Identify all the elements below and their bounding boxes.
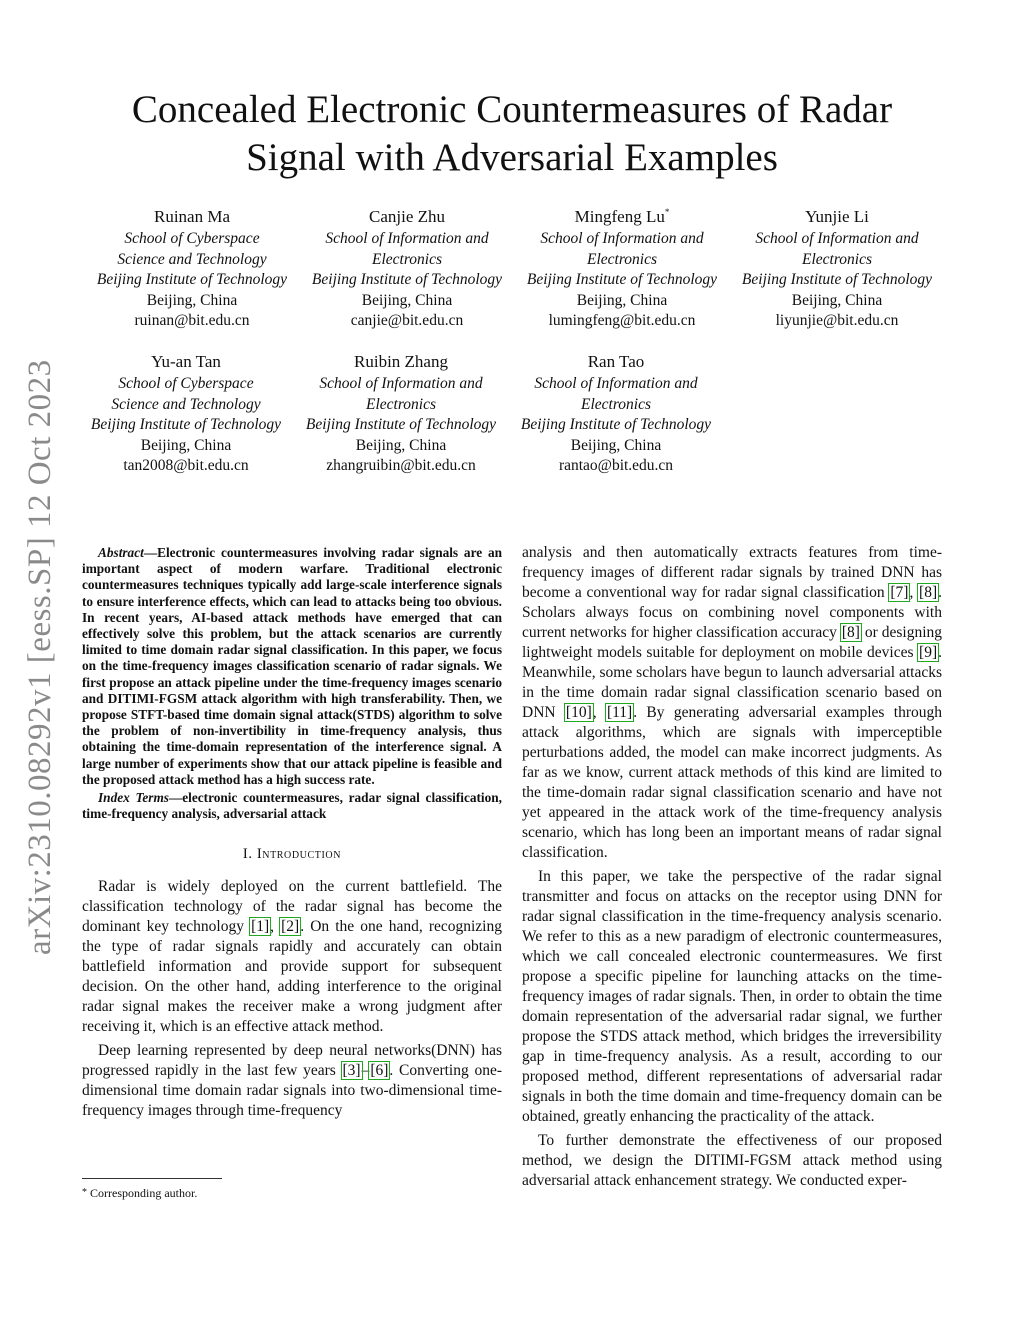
author-institution: Beijing Institute of Technology [311,271,503,288]
abstract [82,545,502,788]
abstract-text: —Electronic countermeasures involving radar signals are an important aspect of modern warfare. Traditional electronic countermeasures techniques typically add large-scale interference signals to ensure interference effects, which can lead to attacks being too obvious. In recent years, AI-based attack methods have emerged that can effectively solve this problem, but the attack scenarios are currently limited to time domain radar signal classification. In this paper, we focus on the time-frequency images classification scenario of radar signals. We first propose an attack pipeline under the time-frequency images scenario and DITIMI-FGSM attack algorithm with high transferability. Then, we propose STFT-based time domain signal attack(STDS) algorithm to solve the problem of non-invertibility in time-frequency analysis, thus obtaining the time-domain representation of the interference signal. A large number of experiments show that our attack pipeline is feasible and the proposed attack method has a high success rate. [82,545,502,787]
author-name: Mingfeng Lu* [574,207,670,226]
author-location: Beijing, China [355,436,447,454]
author-block [514,200,730,332]
citation-link[interactable]: [8] [919,584,938,601]
right-column [522,543,942,1191]
author-block [729,200,945,332]
author-email: lumingfeng@bit.edu.cn [548,312,696,329]
citation-link[interactable]: [2] [281,918,300,936]
footnote-mark: * [82,1187,87,1198]
author-email: ruinan@bit.edu.cn [134,312,250,329]
intro-paragraph-1: Radar is widely deployed on the current battlefield. The classification technology of the radar signal has become the dominant key technology [1], [2]. On the one hand, recognizing the type of radar signals rapidly and accurately can obtain battlefield information and provide support for subsequent decision. On the other hand, adding interference to the original radar signal makes the receiver make a wrong judgment after receiving it, which is an effective attack method. [82,878,502,1036]
author-department-cont: Electronics [365,395,436,413]
paper-title: Concealed Electronic Countermeasures of Radar Signal with Adversarial Examples [131,88,893,179]
author-name: Ruibin Zhang [354,352,448,371]
author-block [84,200,300,332]
footnote-rule [82,1178,222,1179]
left-column [82,545,502,1121]
author-location: Beijing, China [570,436,662,454]
author-department: School of Cyberspace [118,375,254,392]
author-department: School of Information and [319,375,483,392]
author-location: Beijing, China [791,291,883,309]
author-institution: Beijing Institute of Technology [96,271,288,288]
index-terms-label: Index Terms [98,790,169,806]
author-department-cont: Electronics [371,250,442,268]
author-institution: Beijing Institute of Technology [90,416,282,433]
author-email: rantao@bit.edu.cn [558,457,674,474]
intro-paragraph-5: To further demonstrate the effectiveness of our proposed method, we design the DITIMI-FGSM attack method using adversarial attack enhancement strategy. We conducted exper- [522,1132,942,1189]
footnote [82,1186,197,1201]
author-name: Yunjie Li [805,207,869,226]
author-department: School of Information and [325,230,489,247]
author-block [78,345,294,477]
citation-link[interactable]: [7] [890,584,909,601]
citation-link[interactable]: [8] [841,624,860,641]
author-location: Beijing, China [146,291,238,309]
author-location: Beijing, China [361,291,453,309]
author-department: School of Information and [534,375,698,392]
author-department-cont: Electronics [801,250,872,268]
citation-link[interactable]: [6] [370,1062,389,1080]
author-location: Beijing, China [576,291,668,309]
author-institution: Beijing Institute of Technology [305,416,497,433]
author-name: Ran Tao [587,352,645,371]
intro-paragraph-3: analysis and then automatically extracts features from time-frequency images of different radar signals by trained DNN has become a conventional way for radar signal classification [7], [8]. Scholars always focus on combining novel components with current networks for higher classification accuracy [8] or designing lightweight models suitable for deployment on mobile devices [9]. Meanwhile, some scholars have begun to launch adversarial attacks in the time domain radar signal classification scenario based on DNN [10], [11]. By generating adversarial examples through attack algorithms, which are signals with imperceptible perturbations added, the model can make incorrect judgments. As far as we know, current attack methods of this kind are limited to the time-domain radar signal classification scenario and have not yet appeared in the attack work of the time-frequency analysis scenario, which has long been an important means of radar signal classification. [522,544,942,861]
citation-link[interactable]: [1] [251,918,270,936]
author-name: Yu-an Tan [151,352,221,371]
arxiv-identifier-stamp: arXiv:2310.08292v1 [eess.SP] 12 Oct 2023 [22,359,58,955]
author-department-cont: Science and Technology [111,395,261,413]
author-institution: Beijing Institute of Technology [526,271,718,288]
index-terms [82,790,502,822]
author-name: Ruinan Ma [153,207,231,226]
author-location: Beijing, China [140,436,232,454]
author-department-cont: Electronics [580,395,651,413]
abstract-label: Abstract [98,545,144,560]
index-terms-text: —electronic countermeasures, radar signal classification, time-frequency analysis, adversarial attack [82,790,502,822]
intro-paragraph-4: In this paper, we take the perspective of the radar signal transmitter and focus on attacks on the receptor using DNN for radar signal classification in the time-frequency analysis scenario. We refer to this as a new paradigm of electronic countermeasures, which we call concealed electronic countermeasures. We first propose a specific pipeline for launching attacks on the time-frequency images of radar signals. Then, in order to obtain the time domain representation of the adversarial radar signal, we further propose the STDS attack method, which bridges the irreversibility gap in time-frequency analysis. As a result, according to our proposed method, different representations of adversarial radar signals in both the time domain and time-frequency domain can be obtained, greatly enhancing the practicality of the attack. [522,868,942,1125]
author-institution: Beijing Institute of Technology [520,416,712,433]
author-block [508,345,724,477]
author-email: tan2008@bit.edu.cn [123,457,249,474]
author-email: zhangruibin@bit.edu.cn [326,457,476,474]
author-email: canjie@bit.edu.cn [350,312,464,329]
citation-link[interactable]: [3] [342,1062,361,1080]
intro-paragraph-2: Deep learning represented by deep neural networks(DNN) has progressed rapidly in the last few years [3]–[6]. Converting one-dimensional time domain radar signals into two-dimensional time-frequency images through time-frequency [82,1042,502,1120]
author-name: Canjie Zhu [368,207,445,226]
author-block [293,345,509,477]
author-block [299,200,515,332]
footnote-text: Corresponding author. [90,1186,198,1200]
section-heading-introduction: I. Introduction [242,846,342,863]
citation-link[interactable]: [9] [919,644,938,661]
author-institution: Beijing Institute of Technology [741,271,933,288]
author-email: liyunjie@bit.edu.cn [775,312,899,329]
author-department-cont: Electronics [586,250,657,268]
citation-link[interactable]: [10] [565,704,592,721]
citation-link[interactable]: [11] [606,704,633,721]
author-department: School of Information and [755,230,919,247]
author-department: School of Information and [540,230,704,247]
author-department-cont: Science and Technology [117,250,267,268]
author-department: School of Cyberspace [124,230,260,247]
